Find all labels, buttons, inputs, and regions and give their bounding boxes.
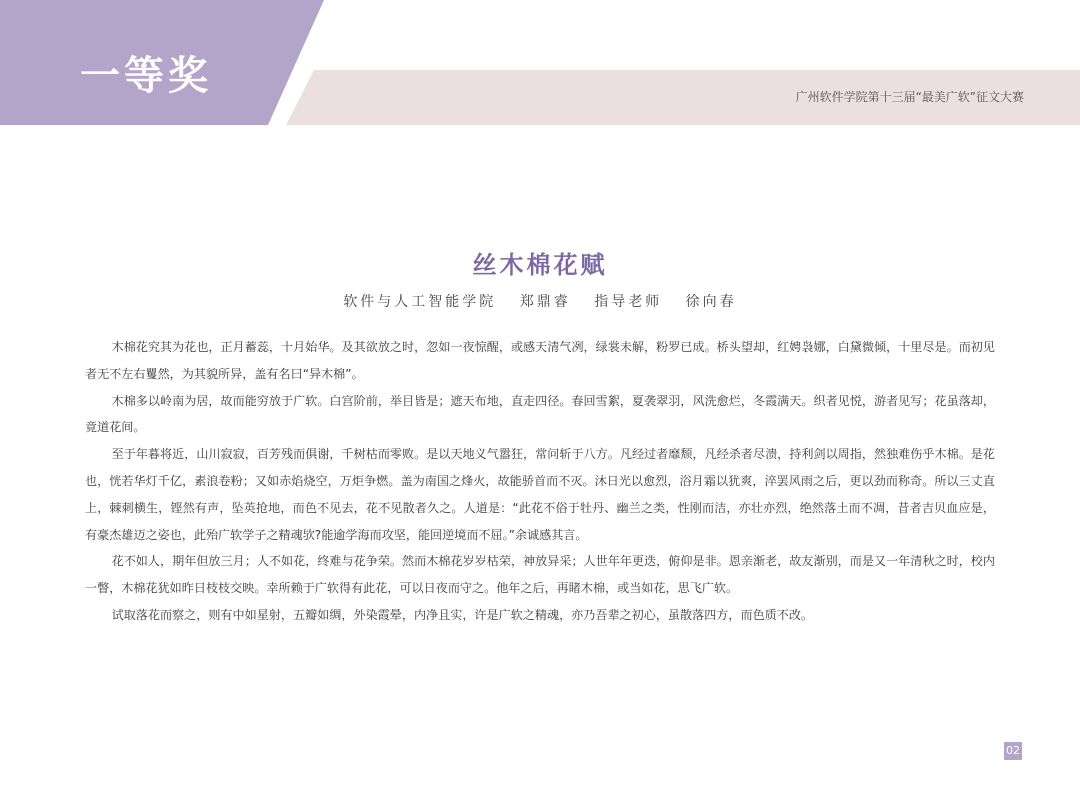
essay-title: 丝木棉花赋 (472, 251, 608, 279)
page-number: 02 (1004, 742, 1022, 760)
advisor-label: 指导老师 (594, 294, 663, 310)
school-name: 软件与人工智能学院 (343, 294, 497, 310)
paragraph: 木棉多以岭南为居，故而能穷放于广软。白宫阶前，举目皆是；遮天布地，直走四径。春回雪絮，夏袭翠羽，风洗愈烂，冬霞满天。织者见悦，游者见写；花虽落却，竟道花间。 (85, 393, 995, 435)
award-title: 一等奖 (80, 53, 212, 99)
paragraph: 至于年暮将近，山川寂寂，百芳残而俱谢，千树枯而零败。是以天地义气嚣狂，常问斩于八方。凡经过者靡颓，凡经杀者尽溃，持利剑以周指，然独难伤乎木棉。是花也，恍若华灯千亿，素浪卷粉；又如赤焰烧空，万炬争燃。盖为南国之烽火，故能骄首而不灭。沐日光以愈烈，浴月霜以犹爽，淬罢风雨之后，更以劲而称奇。所以三丈直上，棘刺横生，铿然有声，坠英抢地，而色不见去，花不见散者久之。人道是：“此花不俗于牡丹、幽兰之类，性刚而洁，亦壮亦烈，绝然落土而不凋，昔者吉贝血应是，有豪杰雄迈之姿也，此殆广软学子之精魂欤?能逾学海而攻坚，能回逆境而不屈。”余诚感其言。 (85, 447, 995, 542)
paragraph: 花不如人，期年但放三月；人不如花，终难与花争荣。然而木棉花岁岁枯荣，神放异采；人世年年更迭，俯仰是非。恩亲渐老，故友渐别，而是又一年清秋之时，校内一瞥，木棉花犹如昨日枝枝交映。幸所赖于广软得有此花，可以日夜而守之。他年之后，再睹木棉，或当如花，思飞广软。 (85, 554, 995, 596)
byline (0, 292, 1080, 312)
advisor-name: 徐向春 (685, 294, 737, 310)
essay-body (85, 334, 995, 629)
paragraph: 试取落花而察之，则有中如星射，五瓣如绸，外染霞晕，内净且实，许是广软之精魂，亦乃吾辈之初心，虽散落四方，而色质不改。 (111, 607, 814, 622)
contest-name: 广州软件学院第十三届“最美广软”征文大赛 (795, 90, 1024, 104)
paragraph: 木棉花究其为花也，正月蓄蕊，十月始华。及其欲放之时，忽如一夜惊醒，或感天清气冽，绿裳未解，粉罗已成。桥头望却，红娉袅娜，白黛微倾，十里尽是。而初见者无不左右矍然，为其貌所异，盖有名曰“异木棉”。 (85, 340, 995, 381)
author-name: 郑鼎睿 (519, 294, 571, 310)
